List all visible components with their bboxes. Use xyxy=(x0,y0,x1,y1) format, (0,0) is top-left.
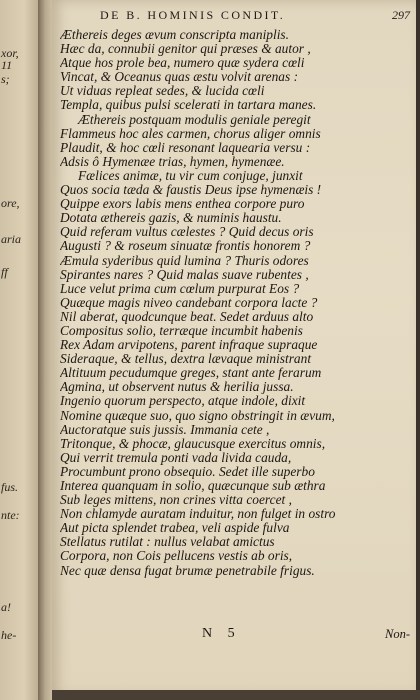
text-line: Nomine quæque suo, quo signo obstringit in ævum, xyxy=(60,408,335,423)
text-line: Templa, quibus pulsi scelerati in tartara manes. xyxy=(60,98,317,113)
text-line: Ut viduas repleat sedes, & lucida cœli xyxy=(60,84,265,99)
previous-page-text-fragment: nte: xyxy=(1,508,20,522)
page-footer xyxy=(52,626,416,646)
text-line: Flammeus hoc ales carmen, chorus aliger omnis xyxy=(60,126,321,141)
text-line: Atque hos prole bea, numero quæ sydera cœli xyxy=(60,56,305,71)
catchword: Non- xyxy=(385,627,410,641)
previous-page-text-fragment: fus. xyxy=(1,480,19,494)
text-line: Dotata æthereis gazis, & numinis haustu. xyxy=(60,211,282,226)
text-line: Compositus solio, terræque incumbit habenis xyxy=(60,323,303,338)
text-line: Spirantes nares ? Quid malas suave rubentes , xyxy=(60,267,309,282)
previous-page-text-fragment: 11 xyxy=(1,58,13,72)
text-line: Æthereis deges ævum conscripta maniplis. xyxy=(60,28,289,42)
text-line: Adsis ô Hymenæe trias, hymen, hymenæe. xyxy=(60,154,285,169)
text-line: Plaudit, & hoc cœli resonant laquearia versu : xyxy=(60,140,311,155)
text-line: Quid referam vultus cælestes ? Quid decus oris xyxy=(60,225,314,240)
text-line: Ingenio quorum perspecto, atque indole, dixit xyxy=(60,394,306,409)
previous-page-text-fragment: ore, xyxy=(1,196,20,210)
previous-page-text-fragment: s; xyxy=(1,72,10,86)
text-line: Procumbunt prono obsequio. Sedet ille superbo xyxy=(60,464,315,479)
text-line: Stellatus rutilat : nullus velabat amictus xyxy=(60,535,275,550)
poem-text xyxy=(60,28,412,578)
text-line: Quippe exors labis mens enthea corpore puro xyxy=(60,197,305,212)
text-line: Rex Adam arvipotens, parent infraque supraque xyxy=(60,338,318,353)
text-line: Vincat, & Oceanus quas æstu volvit arenas : xyxy=(60,70,299,85)
text-line: Luce velut prima cum cœlum purpurat Eos ? xyxy=(60,281,300,296)
previous-page-text-fragment: he- xyxy=(1,628,17,642)
previous-page-text-fragment: ff xyxy=(1,265,8,279)
text-line: Quæque magis niveo candebant corpora lacte ? xyxy=(60,295,318,310)
running-head xyxy=(66,8,412,24)
text-line: Corpora, non Cois pellucens vestis ab oris, xyxy=(60,549,293,564)
text-line: Qui verrit tremula ponti vada livida cauda, xyxy=(60,450,292,465)
text-line: Nec quæ densa fugat brumæ penetrabile frigus. xyxy=(60,563,315,578)
text-line: Altituum pecudumque greges, stant ante ferarum xyxy=(60,366,322,381)
text-line: Fælices animæ, tu vir cum conjuge, junxit xyxy=(78,168,303,183)
text-line: Nil aberat, quodcunque beat. Sedet arduus alto xyxy=(60,309,314,324)
text-line: Sub leges mittens, non crines vitta coercet , xyxy=(60,493,292,508)
text-line: Sideraque, & tellus, dextra lævaque ministrant xyxy=(60,352,312,367)
signature-mark: N 5 xyxy=(202,626,241,641)
text-line: Æthereis postquam modulis geniale peregit xyxy=(78,112,311,127)
text-line: Tritonque, & phocæ, glaucusque exercitus omnis, xyxy=(60,436,326,451)
running-head-title: DE B. HOMINIS CONDIT. xyxy=(100,8,286,22)
previous-page-text-fragment: aria xyxy=(1,232,22,246)
text-line: Augusti ? & roseum sinuatæ frontis honorem ? xyxy=(60,239,311,254)
text-line: Quos socia tæda & faustis Deus ipse hymenæis ! xyxy=(60,183,322,198)
text-line: Æmula syderibus quid lumina ? Thuris odores xyxy=(60,253,309,268)
previous-page-text-fragment: a! xyxy=(1,600,11,614)
text-line: Agmina, ut observent nutus & herilia jussa. xyxy=(60,380,294,395)
text-line: Auctoratque suis jussis. Immania cete , xyxy=(60,422,270,437)
book-page xyxy=(52,0,416,696)
text-line: Non chlamyde auratam induitur, non fulget in ostro xyxy=(60,507,336,522)
previous-page-edge xyxy=(0,0,40,700)
previous-page-text-fragment: xor, xyxy=(1,46,19,60)
text-line: Hæc da, connubii genitor qui præses & autor , xyxy=(60,42,311,57)
text-line: Interea quanquam in solio, quæcunque sub æthra xyxy=(60,479,326,493)
page-bottom-shadow xyxy=(52,690,420,700)
page-number: 297 xyxy=(392,8,410,22)
text-line: Aut picta splendet trabea, veli aspide fulva xyxy=(60,521,290,536)
